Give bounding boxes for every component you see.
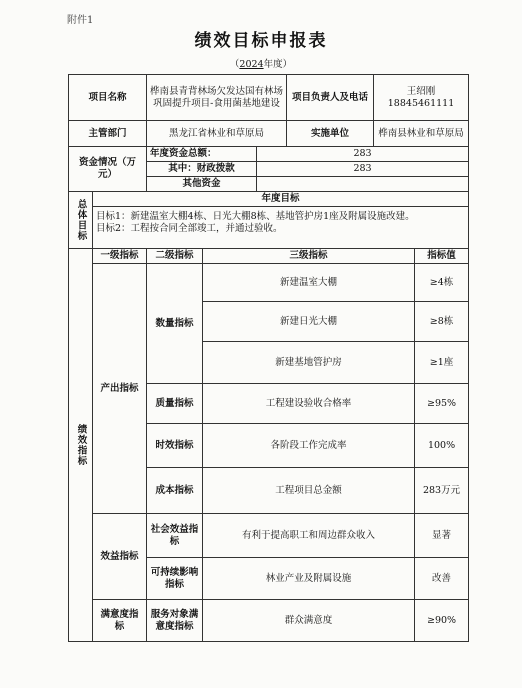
year-open: （ bbox=[229, 59, 240, 70]
project-name-value: 桦南县青背林场欠发达国有林场巩固提升项目-食用菌基地建设 bbox=[147, 75, 287, 121]
project-owner-label: 项目负责人及电话 bbox=[287, 75, 374, 121]
funding-total-value: 283 bbox=[257, 147, 469, 162]
funding-other-value bbox=[257, 177, 469, 192]
quantity-item-3-value: ≥1座 bbox=[415, 342, 469, 384]
cost-item-value: 283万元 bbox=[415, 468, 469, 514]
funding-total-label: 年度资金总额： bbox=[147, 147, 257, 162]
project-name-label: 项目名称 bbox=[69, 75, 147, 121]
funding-fiscal-label: 其中：财政拨款 bbox=[147, 162, 257, 177]
sustain-indicator-label: 可持续影响指标 bbox=[147, 558, 203, 600]
funding-other-label: 其他资金 bbox=[147, 177, 257, 192]
social-item-value: 显著 bbox=[415, 514, 469, 558]
header-level3: 三级指标 bbox=[203, 249, 415, 264]
output-indicator-label: 产出指标 bbox=[93, 264, 147, 514]
timeliness-item-name: 各阶段工作完成率 bbox=[203, 424, 415, 468]
quality-item-name: 工程建设验收合格率 bbox=[203, 384, 415, 424]
timeliness-item-value: 100% bbox=[415, 424, 469, 468]
performance-indicator-label: 绩效指标 bbox=[69, 249, 93, 642]
social-indicator-label: 社会效益指标 bbox=[147, 514, 203, 558]
year-line bbox=[0, 56, 522, 70]
unit-label: 实施单位 bbox=[287, 121, 374, 147]
service-item-name: 群众满意度 bbox=[203, 600, 415, 642]
year-suffix: 年度） bbox=[263, 59, 293, 70]
project-owner-value: 王绍刚 18845461111 bbox=[374, 75, 469, 121]
quality-item-value: ≥95% bbox=[415, 384, 469, 424]
dept-value: 黑龙江省林业和草原局 bbox=[147, 121, 287, 147]
funding-label: 资金情况（万元） bbox=[69, 147, 147, 192]
annual-goal-header: 年度目标 bbox=[93, 192, 469, 207]
quantity-item-1-name: 新建温室大棚 bbox=[203, 264, 415, 302]
timeliness-indicator-label: 时效指标 bbox=[147, 424, 203, 468]
quantity-item-2-name: 新建日光大棚 bbox=[203, 302, 415, 342]
unit-value: 桦南县林业和草原局 bbox=[374, 121, 469, 147]
year-value: 2024 bbox=[239, 59, 264, 70]
social-item-name: 有利于提高职工和周边群众收入 bbox=[203, 514, 415, 558]
dept-label: 主管部门 bbox=[69, 121, 147, 147]
quantity-item-2-value: ≥8栋 bbox=[415, 302, 469, 342]
page-title: 绩效目标申报表 bbox=[194, 31, 328, 51]
quantity-item-3-name: 新建基地管护房 bbox=[203, 342, 415, 384]
header-value: 指标值 bbox=[415, 249, 469, 264]
cost-indicator-label: 成本指标 bbox=[147, 468, 203, 514]
goal-2: 目标2：工程按合同全部竣工，并通过验收。 bbox=[96, 223, 283, 234]
satisfaction-indicator-label: 满意度指标 bbox=[93, 600, 147, 642]
header-level1: 一级指标 bbox=[93, 249, 147, 264]
quantity-item-1-value: ≥4栋 bbox=[415, 264, 469, 302]
header-level2: 二级指标 bbox=[147, 249, 203, 264]
sustain-item-name: 林业产业及附属设施 bbox=[203, 558, 415, 600]
funding-fiscal-value: 283 bbox=[257, 162, 469, 177]
annex-label: 附件1 bbox=[67, 15, 94, 26]
goal-1: 目标1：新建温室大棚4栋、日光大棚8栋、基地管护房1座及附属设施改建。 bbox=[96, 211, 415, 222]
benefit-indicator-label: 效益指标 bbox=[93, 514, 147, 600]
overall-goal-label: 总体目标 bbox=[69, 192, 93, 249]
sustain-item-value: 改善 bbox=[415, 558, 469, 600]
service-item-value: ≥90% bbox=[415, 600, 469, 642]
cost-item-name: 工程项目总金额 bbox=[203, 468, 415, 514]
performance-form bbox=[68, 74, 469, 642]
annual-goal-content bbox=[93, 207, 469, 249]
service-indicator-label: 服务对象满意度指标 bbox=[147, 600, 203, 642]
quality-indicator-label: 质量指标 bbox=[147, 384, 203, 424]
quantity-indicator-label: 数量指标 bbox=[147, 264, 203, 384]
